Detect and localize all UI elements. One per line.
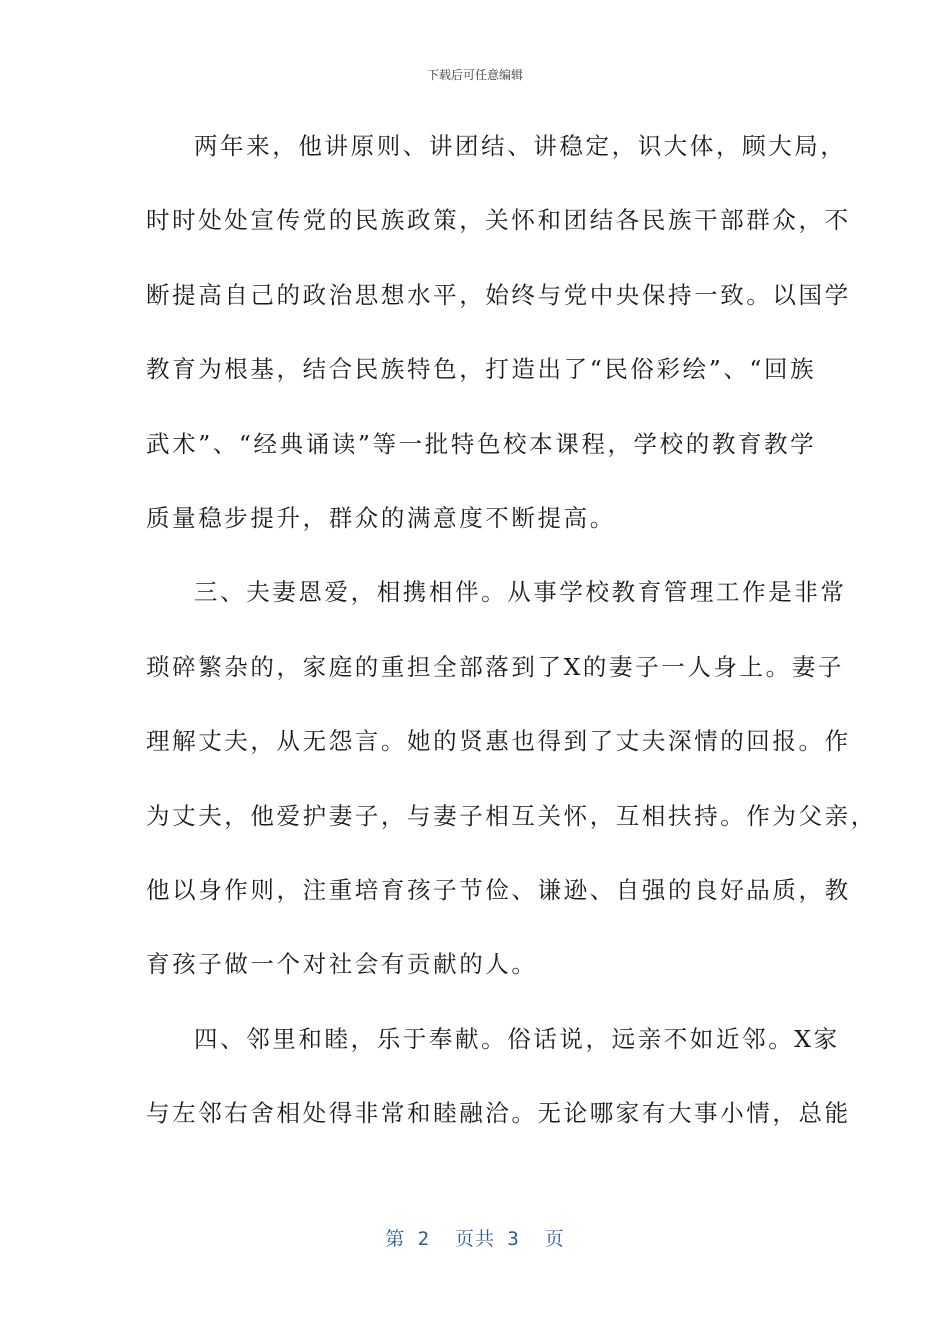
text-line: 他以身作则，注重培育孩子节俭、谦逊、自强的良好品质，教 <box>146 875 851 904</box>
page-header-note: 下载后可任意编辑 <box>426 68 523 82</box>
text-line: 时时处处宣传党的民族政策，关怀和团结各民族干部群众，不 <box>146 206 851 235</box>
text-line: 与左邻右舍相处得非常和睦融洽。无论哪家有大事小情，总能 <box>146 1099 851 1128</box>
text-line: 质量稳步提升，群众的满意度不断提高。 <box>146 503 616 532</box>
text-line: 断提高自己的政治思想水平，始终与党中央保持一致。以国学 <box>146 280 851 309</box>
text-line: 两年来，他讲原则、讲团结、讲稳定，识大体，顾大局， <box>194 132 847 160</box>
text-line: 四、邻里和睦，乐于奉献。俗话说，远亲不如近邻。X家 <box>194 1024 840 1053</box>
text-line: 三、夫妻恩爱，相携相伴。从事学校教育管理工作是非常 <box>194 578 847 607</box>
text-line: 琐碎繁杂的，家庭的重担全部落到了X的妻子一人身上。妻子 <box>146 652 844 681</box>
text-line: 教育为根基，结合民族特色，打造出了“民俗彩绘”、“回族 <box>146 355 817 384</box>
document-body <box>146 126 877 1167</box>
text-line: 武术”、“经典诵读”等一批特色校本课程，学校的教育教学 <box>146 429 817 458</box>
page-number-indicator: 第 2 页共 3 页 <box>385 1228 565 1250</box>
text-line: 为丈夫，他爱护妻子，与妻子相互关怀，互相扶持。作为父亲， <box>146 801 877 830</box>
text-line: 理解丈夫，从无怨言。她的贤惠也得到了丈夫深情的回报。作 <box>146 727 851 756</box>
text-line: 育孩子做一个对社会有贡献的人。 <box>146 950 538 979</box>
